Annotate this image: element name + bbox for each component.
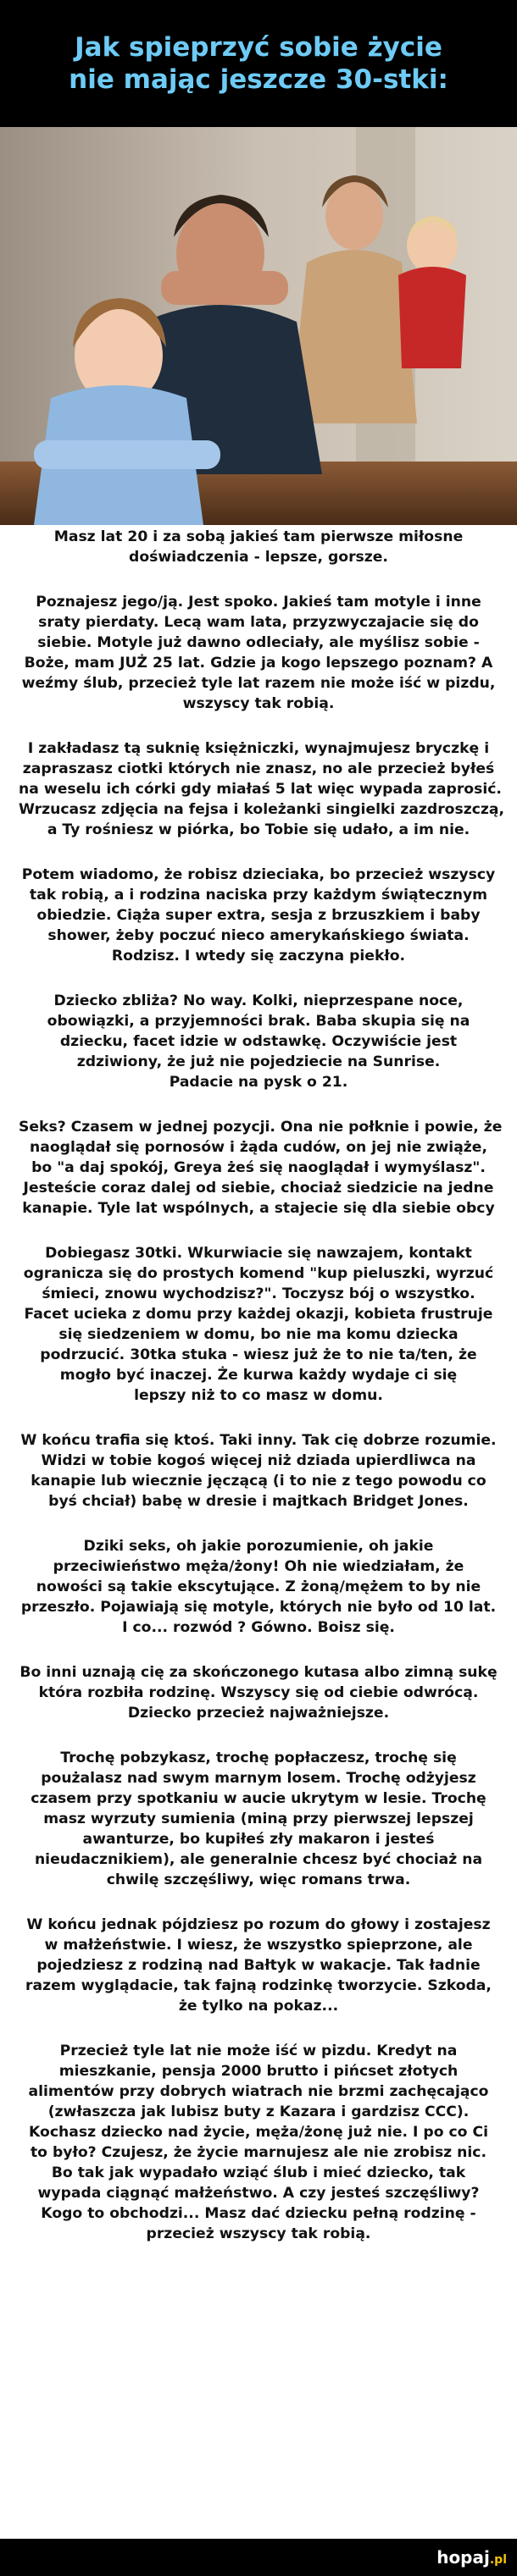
page-title xyxy=(69,31,448,96)
text-line: przecież wszyscy tak robią. xyxy=(146,2225,371,2242)
text-line: sraty pierdaty. Lecą wam lata, przyzwyczajacie się do xyxy=(38,614,479,631)
text-line: siebie. Motyle już dawno odleciały, ale myślisz sobie - xyxy=(37,634,480,651)
text-line: bo "a daj spokój, Greya żeś się naoglądał i wymyślasz". xyxy=(31,1159,486,1176)
text-line: Dziecko zbliża? No way. Kolki, nieprzespane noce, xyxy=(53,992,464,1009)
brand-tld: .pl xyxy=(489,2553,507,2567)
text-line: Dziki seks, oh jakie porozumienie, oh jakie xyxy=(83,1538,434,1555)
title-line-1: Jak spieprzyć sobie życie xyxy=(75,32,442,63)
text-line: Widzi w tobie kogoś więcej niż dziada upierdliwca na xyxy=(41,1452,476,1469)
story-text xyxy=(19,527,505,2269)
family-conflict-photo xyxy=(0,127,517,525)
text-line: shower, żeby poczuć nieco amerykańskiego świata. xyxy=(47,927,470,944)
text-line: kanapie lub wiecznie jęczącą (i to nie z tego powodu co xyxy=(31,1473,486,1490)
text-line: zapraszasz ciotki których nie znasz, no ale przecież byłeś xyxy=(22,760,495,777)
text-line: Seks? Czasem w jednej pozycji. Ona nie połknie i powie, że xyxy=(19,1119,503,1136)
text-line: Padacie na pysk o 21. xyxy=(169,1074,348,1091)
paragraph xyxy=(19,738,505,840)
paragraph xyxy=(19,1748,498,1890)
text-line: zdziwiony, że już nie pojedziecie na Sunrise. xyxy=(76,1053,441,1070)
text-line: Boże, mam JUŻ 25 lat. Gdzie ja kogo lepszego poznam? A xyxy=(24,655,493,672)
text-line: W końcu jednak pójdziesz po rozum do głowy i zostajesz xyxy=(26,1916,491,1933)
brand-name: hopaj xyxy=(436,2547,490,2568)
text-line: doświadczenia - lepsze, gorsze. xyxy=(129,549,388,566)
text-line: chwilę szczęśliwy, więc romans trwa. xyxy=(106,1871,411,1888)
text-line: Wrzucasz zdjęcia na fejsa i koleżanki singielki zazdroszczą, xyxy=(19,801,505,818)
text-line: na weselu ich córki gdy miałaś 5 lat więc wypada zaprosić. xyxy=(19,781,502,798)
text-line: Kochasz dziecko nad życie, męża/żonę już nie. I po co Ci xyxy=(29,2124,488,2141)
text-line: czasem przy spotkaniu w aucie ukrytym w lesie. Trochę xyxy=(31,1790,486,1807)
text-line: a Ty rośniesz w piórka, bo Tobie się udało, a im nie. xyxy=(47,821,470,838)
text-line: Potem wiadomo, że robisz dzieciaka, bo przecież wszyscy xyxy=(21,866,496,883)
text-line: poużalasz nad swym marnym losem. Trochę odżyjesz xyxy=(41,1770,476,1787)
text-line: Rodzisz. I wtedy się zaczyna piekło. xyxy=(111,948,406,965)
text-line: razem wyglądacie, tak fajną rodzinkę tworzycie. Szkoda, xyxy=(25,1977,492,1994)
text-line: Poznajesz jego/ją. Jest spoko. Jakieś tam motyle i inne xyxy=(36,594,481,611)
text-line: lepszy niż to co masz w domu. xyxy=(134,1387,383,1404)
text-line: przeciwieństwo męża/żony! Oh nie wiedziałam, że xyxy=(53,1558,464,1575)
text-line: ogranicza się do prostych komend "kup pieluszki, wyrzuć xyxy=(23,1265,494,1282)
text-line: obiedzie. Ciąża super extra, sesja z brzuszkiem i baby xyxy=(36,907,481,924)
paragraph xyxy=(19,1536,498,1638)
text-line: wszyscy tak robią. xyxy=(182,695,335,712)
text-line: I zakładasz tą suknię księżniczki, wynajmujesz bryczkę i xyxy=(27,740,490,757)
paragraph xyxy=(19,865,498,966)
text-line: która rozbiła rodzinę. Wszyscy się od ciebie odwrócą. xyxy=(38,1684,479,1701)
header-banner xyxy=(0,0,517,127)
text-line: podrzucić. 30tka stuka - wiesz już że to nie ta/ten, że xyxy=(40,1346,477,1363)
text-line: kanapie. Tyle lat wspólnych, a stajecie się dla siebie obcy xyxy=(22,1200,495,1217)
text-line: Jesteście coraz dalej od siebie, chociaż siedzicie na jedne xyxy=(23,1180,494,1197)
paragraph xyxy=(19,2041,498,2244)
text-line: byś chciał) babę w dresie i majtkach Bridget Jones. xyxy=(48,1493,469,1510)
text-line: Bo tak jak wypadało wziąć ślub i mieć dziecko, tak xyxy=(51,2164,466,2181)
text-line: w małżeństwie. I wiesz, że wszystko spieprzone, ale xyxy=(44,1937,473,1954)
paragraph xyxy=(19,1243,498,1406)
text-line: tak robią, a i rodzina naciska przy każdym świątecznym xyxy=(29,887,488,904)
text-line: wypada ciągnąć małżeństwo. A czy jesteś szczęśliwy? xyxy=(37,2185,480,2202)
paragraph xyxy=(19,1117,503,1219)
paragraph xyxy=(19,1662,498,1723)
text-line: się siedzeniem w domu, bo nie ma komu dziecka xyxy=(58,1326,459,1343)
text-line: śmieci, znowu wychodzisz?". Toczysz bój o wszystko. xyxy=(42,1285,475,1302)
text-line: W końcu trafia się ktoś. Taki inny. Tak cię dobrze rozumie. xyxy=(20,1432,497,1449)
text-line: awanturze, bo kupiłeś zły makaron i jesteś xyxy=(82,1831,435,1848)
text-line: I co... rozwód ? Gówno. Boisz się. xyxy=(122,1619,395,1636)
title-line-2: nie mając jeszcze 30-stki: xyxy=(69,64,448,95)
text-line: Przecież tyle lat nie może iść w pizdu. Kredyt na xyxy=(59,2043,458,2059)
text-line: obowiązki, a przyjemności brak. Baba skupia się na xyxy=(47,1013,470,1030)
text-line: pojedziesz z rodziną nad Bałtyk w wakacje. Tak ładnie xyxy=(36,1957,481,1974)
text-line: (zwłaszcza jak lubisz buty z Kazara i gardzisz CCC). xyxy=(47,2103,470,2120)
text-line: naoglądał się pornosów i żąda cudów, on jej nie zwiąże, xyxy=(30,1139,487,1156)
text-line: Facet ucieka z domu przy każdej okazji, kobieta frustruje xyxy=(24,1306,493,1323)
text-line: mogło być inaczej. Że kurwa każdy wydaje ci się xyxy=(59,1367,458,1384)
text-line: Dobiegasz 30tki. Wkurwiacie się nawzajem, kontakt xyxy=(45,1245,472,1262)
text-line: dziecku, facet idzie w odstawkę. Oczywiście jest xyxy=(59,1033,458,1050)
paragraph xyxy=(19,592,498,714)
text-line: Dziecko przecież najważniejsze. xyxy=(127,1705,390,1722)
text-line: Kogo to obchodzi... Masz dać dziecku pełną rodzinę - xyxy=(41,2205,476,2222)
footer-bar xyxy=(0,2539,517,2576)
text-line: weźmy ślub, przecież tyle lat razem nie może iść w pizdu, xyxy=(21,675,496,692)
text-line: Trochę pobzykasz, trochę popłaczesz, trochę się xyxy=(60,1750,457,1766)
text-line: mieszkanie, pensja 2000 brutto i pińcset złotych xyxy=(58,2063,459,2080)
paragraph xyxy=(19,527,498,567)
text-line: to było? Czujesz, że życie marnujesz ale nie zrobisz nic. xyxy=(30,2144,487,2161)
text-line: alimentów przy dobrych wiatrach nie brzmi zachęcająco xyxy=(28,2083,489,2100)
site-logo-link[interactable] xyxy=(436,2547,507,2568)
text-line: Masz lat 20 i za sobą jakieś tam pierwsze miłosne xyxy=(53,528,464,545)
text-line: przeszło. Pojawiają się motyle, których nie było od 10 lat. xyxy=(20,1599,497,1616)
paragraph xyxy=(19,1915,498,2016)
text-line: nieudacznikiem), ale generalnie chcesz być chociaż na xyxy=(34,1851,483,1868)
paragraph xyxy=(19,1430,498,1512)
text-line: Bo inni uznają cię za skończonego kutasa albo zimną sukę xyxy=(19,1664,498,1681)
text-line: nowości są takie ekscytujące. Z żoną/mężem to by nie xyxy=(36,1578,481,1595)
paragraph xyxy=(19,991,498,1092)
text-line: masz wyrzuty sumienia (miną przy pierwszej lepszej xyxy=(43,1810,474,1827)
text-line: że tylko na pokaz... xyxy=(178,1998,339,2015)
